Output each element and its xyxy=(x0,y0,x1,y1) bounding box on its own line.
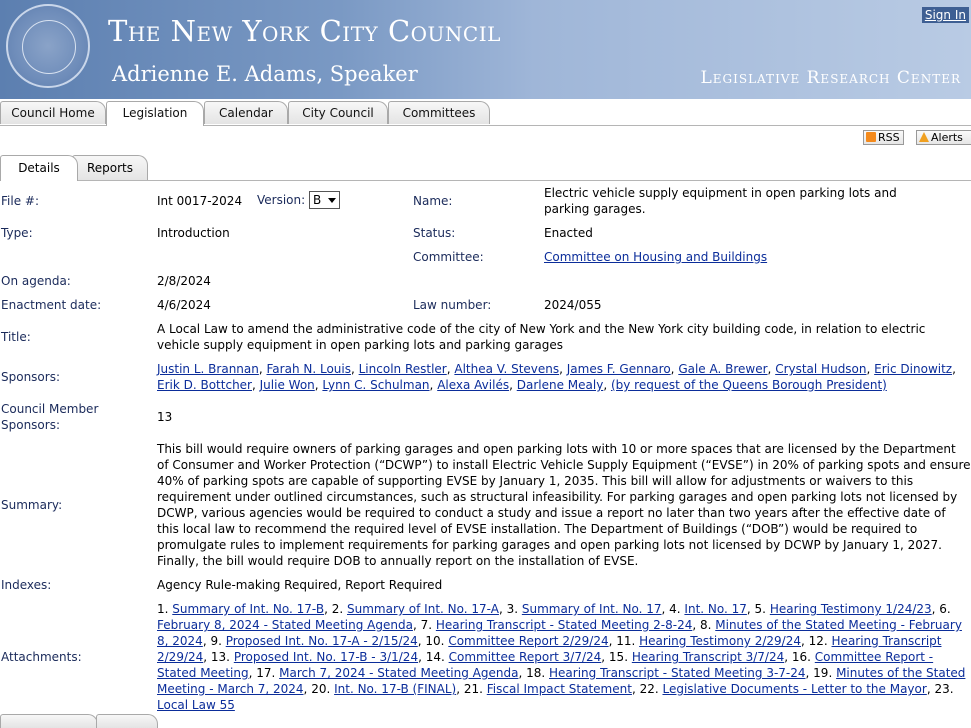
tab-legislation[interactable]: Legislation xyxy=(106,101,204,126)
rss-icon xyxy=(866,132,876,142)
label-on-agenda: On agenda: xyxy=(1,274,71,288)
label-status: Status: xyxy=(413,226,456,240)
label-sponsors: Sponsors: xyxy=(1,370,61,384)
attachment-link[interactable]: Hearing Transcript 3/7/24 xyxy=(631,650,785,664)
label-council-member-sponsors: Council Member Sponsors: xyxy=(1,402,99,432)
sponsor-link[interactable]: Erik D. Bottcher xyxy=(157,378,252,392)
attachment-link[interactable]: Proposed Int. No. 17-B - 3/1/24 xyxy=(233,650,419,664)
value-title: A Local Law to amend the administrative code of the city of New York and the New York city building code, in relation to electric vehicle supply equipment in open parking lots and parking garages xyxy=(157,322,926,352)
attachment-link[interactable]: March 7, 2024 - Stated Meeting Agenda xyxy=(279,666,519,680)
sign-in-link[interactable]: Sign In xyxy=(922,7,969,23)
value-summary: This bill would require owners of parking garages and open parking lots with 10 or more spaces that are licensed by the Department of Consumer and Worker Protection (“DCWP”) to install Electric Vehicle Supply Equipment (“EVSE”) in 20% of parking spots and ensure 40% of parking spots are capable of supporting EVSE by January 1, 2035. This bill will allow for adjustments or waivers to this requirement under outlined circumstances, such as structural infeasibility. For parking garages and open parking lots not licensed by DCWP, various agencies would be required to conduct a study and issue a report no later than two years after the effective date of this local law to recommend the required level of EVSE installation. The Department of Buildings (“DOB”) would be required to promulgate rules to implement requirements for parking garages and open parking lots not licensed by DCWP by January 1, 2027. Finally, the bill would require DOB to annually report on the installation of EVSE. xyxy=(157,442,971,568)
attachment-link[interactable]: Summary of Int. No. 17-B xyxy=(172,602,325,616)
sponsor-link[interactable]: Darlene Mealy xyxy=(516,378,604,392)
alerts-button[interactable]: Alerts xyxy=(916,130,971,145)
attachment-link[interactable]: Int. No. 17-B (FINAL) xyxy=(334,682,457,696)
sponsor-link[interactable]: Althea V. Stevens xyxy=(454,362,560,376)
sponsor-link[interactable]: Gale A. Brewer xyxy=(678,362,768,376)
attachment-list: 1. Summary of Int. No. 17-B, 2. Summary of Int. No. 17-A, 3. Summary of Int. No. 17, 4. Int. No. 17, 5. Hearing Testimony 1/24/23, 6. February 8, 2024 - Stated Meeting Agenda, 7. Hearing Transcript - Stated Meeting 2-8-24, 8. Minutes of the Stated Meeting - February 8, 2024, 9. Proposed Int. No. 17-A - 2/15/24, 10. Committee Report 2/29/24, 11. Hearing Testimony 2/29/24, 12. Hearing Transcript 2/29/24, 13. Proposed Int. No. 17-B - 3/1/24, 14. Committee Report 3/7/24, 15. Hearing Transcript 3/7/24, 16. Committee Report - Stated Meeting, 17. March 7, 2024 - Stated Meeting Agenda, 18. Hearing Transcript - Stated Meeting 3-7-24, 19. Minutes of the Stated Meeting - March 7, 2024, 20. Int. No. 17-B (FINAL), 21. Fiscal Impact Statement, 22. Legislative Documents - Letter to the Mayor, 23. Local Law 55 xyxy=(157,602,966,712)
label-enactment-date: Enactment date: xyxy=(1,298,102,312)
attachment-link[interactable]: Minutes of the Stated Meeting - February 8, 2024 xyxy=(157,618,962,648)
label-summary: Summary: xyxy=(1,498,63,512)
main-nav xyxy=(0,99,971,126)
sponsor-list: Justin L. Brannan, Farah N. Louis, Lincoln Restler, Althea V. Stevens, James F. Gennaro, Gale A. Brewer, Crystal Hudson, Eric Dinowitz, Erik D. Bottcher, Julie Won, Lynn C. Schulman, Alexa Avilés, Darlene Mealy, (by request of the Queens Borough President) xyxy=(157,362,956,392)
city-seal-icon xyxy=(6,4,90,88)
attachment-link[interactable]: Hearing Transcript - Stated Meeting 3-7-24 xyxy=(549,666,806,680)
sponsor-link[interactable]: Farah N. Louis xyxy=(266,362,351,376)
value-on-agenda: 2/8/2024 xyxy=(157,274,211,288)
tab-council-home[interactable]: Council Home xyxy=(0,101,106,124)
sponsor-link[interactable]: Julie Won xyxy=(259,378,315,392)
tab-history[interactable] xyxy=(0,714,98,728)
attachment-link[interactable]: Hearing Transcript - Stated Meeting 2-8-24 xyxy=(435,618,693,632)
feed-bar xyxy=(0,126,971,148)
alert-icon xyxy=(919,132,929,142)
sponsor-link[interactable]: Eric Dinowitz xyxy=(874,362,953,376)
attachment-link[interactable]: Summary of Int. No. 17 xyxy=(521,602,662,616)
attachment-link[interactable]: Fiscal Impact Statement xyxy=(486,682,632,696)
sponsor-link[interactable]: Alexa Avilés xyxy=(437,378,510,392)
value-status: Enacted xyxy=(544,226,593,240)
tab-reports[interactable]: Reports xyxy=(72,155,148,180)
sponsor-link[interactable]: (by request of the Queens Borough President) xyxy=(610,378,887,392)
label-law-number: Law number: xyxy=(413,298,492,312)
value-law-number: 2024/055 xyxy=(544,298,602,312)
attachment-link[interactable]: Committee Report 3/7/24 xyxy=(448,650,602,664)
label-attachments: Attachments: xyxy=(1,650,82,664)
attachment-link[interactable]: Proposed Int. No. 17-A - 2/15/24 xyxy=(225,634,418,648)
section-title: Legislative Research Center xyxy=(700,68,961,88)
attachment-link[interactable]: Minutes of the Stated Meeting - March 7, 2024 xyxy=(157,666,966,696)
tab-details[interactable]: Details xyxy=(0,155,78,181)
sponsor-link[interactable]: James F. Gennaro xyxy=(566,362,671,376)
sponsor-link[interactable]: Lynn C. Schulman xyxy=(322,378,430,392)
site-title: The New York City Council xyxy=(108,14,501,48)
attachment-link[interactable]: Legislative Documents - Letter to the Mayor xyxy=(662,682,927,696)
tab-city-council[interactable]: City Council xyxy=(288,101,388,124)
label-file: File #: xyxy=(1,194,39,208)
speaker-title: Adrienne E. Adams, Speaker xyxy=(112,62,418,86)
attachment-link[interactable]: Hearing Testimony 1/24/23 xyxy=(769,602,932,616)
attachment-link[interactable]: Local Law 55 xyxy=(157,698,235,712)
sponsor-link[interactable]: Crystal Hudson xyxy=(775,362,867,376)
value-name: Electric vehicle supply equipment in open parking lots and parking garages. xyxy=(544,186,897,216)
tab-text[interactable] xyxy=(96,714,158,728)
committee-link[interactable]: Committee on Housing and Buildings xyxy=(544,250,768,264)
label-version: Version: xyxy=(257,193,306,207)
attachment-link[interactable]: Committee Report 2/29/24 xyxy=(448,634,609,648)
attachment-link[interactable]: Committee Report - Stated Meeting xyxy=(157,650,934,680)
value-file: Int 0017-2024 xyxy=(157,194,243,208)
attachment-link[interactable]: Hearing Testimony 2/29/24 xyxy=(639,634,801,648)
value-indexes: Agency Rule-making Required, Report Required xyxy=(157,578,443,592)
label-indexes: Indexes: xyxy=(1,578,52,592)
detail-tabs xyxy=(0,154,971,181)
attachment-link[interactable]: Summary of Int. No. 17-A xyxy=(346,602,499,616)
bottom-tabs xyxy=(0,714,971,726)
value-enactment-date: 4/6/2024 xyxy=(157,298,211,312)
value-type: Introduction xyxy=(157,226,230,240)
tab-calendar[interactable]: Calendar xyxy=(204,101,288,124)
sponsor-link[interactable]: Justin L. Brannan xyxy=(157,362,259,376)
attachment-link[interactable]: Int. No. 17 xyxy=(684,602,747,616)
label-committee: Committee: xyxy=(413,250,484,264)
site-banner xyxy=(0,0,971,99)
sponsor-link[interactable]: Lincoln Restler xyxy=(358,362,447,376)
label-name: Name: xyxy=(413,194,453,208)
value-council-member-sponsors: 13 xyxy=(157,410,173,424)
version-select[interactable]: B xyxy=(309,191,340,209)
tab-committees[interactable]: Committees xyxy=(388,101,490,124)
label-type: Type: xyxy=(1,226,33,240)
label-title: Title: xyxy=(1,330,31,344)
rss-button[interactable]: RSS xyxy=(863,130,904,145)
chevron-down-icon xyxy=(328,198,336,203)
attachment-link[interactable]: Hearing Transcript 2/29/24 xyxy=(157,634,942,664)
attachment-link[interactable]: February 8, 2024 - Stated Meeting Agenda xyxy=(157,618,413,632)
